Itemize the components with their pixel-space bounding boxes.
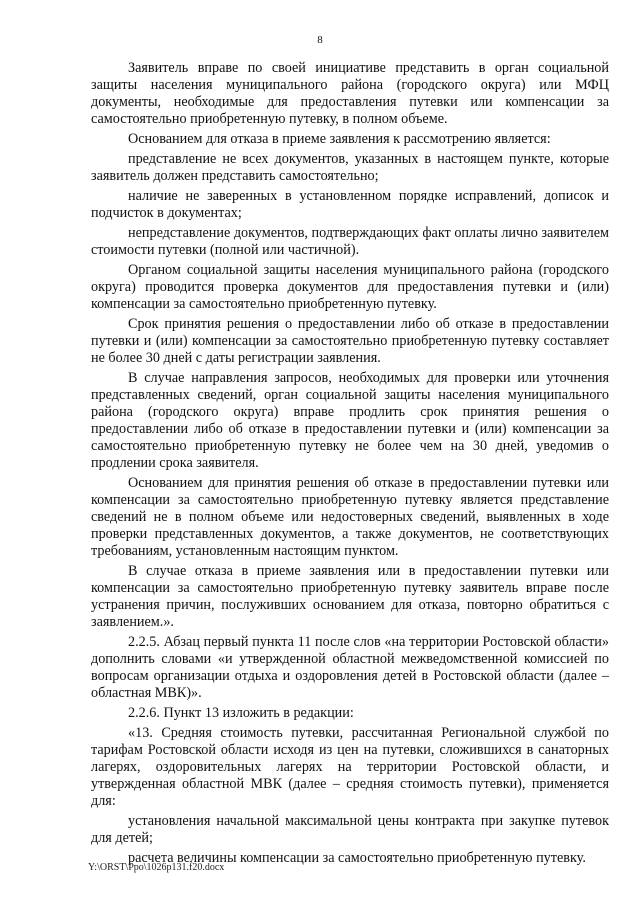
paragraph: Органом социальной защиты населения муниципального района (городского округа) проводится проверка документов для предоставления путевки и (или) компенсации за самостоятельно приобретенную путевку. [91,262,609,312]
paragraph: Основанием для отказа в приеме заявления к рассмотрению является: [128,131,551,147]
paragraph: непредставление документов, подтверждающих факт оплаты лично заявителем стоимости путевки (полной или частичной). [91,225,609,258]
paragraph: Основанием для принятия решения об отказе в предоставлении путевки или компенсации за самостоятельно приобретенную путевку является представление сведений не в полном объеме или недостоверных сведений, выявленных в ходе проверки представленных документов, а также документов, не соответствующих требованиям, установленным настоящим пунктом. [91,475,609,559]
paragraph: В случае направления запросов, необходимых для проверки или уточнения представленных сведений, орган социальной защиты населения муниципального района (городского округа) вправе продлить срок принятия решения о предоставлении либо об отказе в предоставлении путевки и (или) компенсации за самостоятельно приобретенную путевку не более чем на 30 дней, уведомив о продлении срока заявителя. [91,370,609,471]
document-body [91,60,609,870]
paragraph: наличие не заверенных в установленном порядке исправлений, дописок и подчисток в документах; [91,188,609,221]
footer-file-path: Y:\ORST\Ppo\1026p131.f20.docx [88,862,225,873]
paragraph: представление не всех документов, указанных в настоящем пункте, которые заявитель должен представить самостоятельно; [91,151,609,184]
paragraph: «13. Средняя стоимость путевки, рассчитанная Региональной службой по тарифам Ростовской области исходя из цен на путевки, сложившихся в санаторных лагерях, оздоровительных лагерях на территории Ростовской области, и утвержденная областной МВК (далее – средняя стоимость путевки), применяется для: [91,725,609,809]
paragraph: 2.2.5. Абзац первый пункта 11 после слов «на территории Ростовской области» дополнить словами «и утвержденной областной межведомственной комиссией по вопросам организации отдыха и оздоровления детей в Ростовской области (далее – областная МВК)». [91,634,609,701]
paragraph: расчета величины компенсации за самостоятельно приобретенную путевку. [128,850,586,866]
paragraph: Заявитель вправе по своей инициативе представить в орган социальной защиты населения муниципального района (городского округа) или МФЦ документы, необходимые для предоставления путевки или компенсации за самостоятельно приобретенную путевку, в полном объеме. [91,60,609,127]
paragraph: 2.2.6. Пункт 13 изложить в редакции: [128,705,354,721]
page-number: 8 [317,34,323,46]
paragraph: Срок принятия решения о предоставлении либо об отказе в предоставлении путевки и (или) компенсации за самостоятельно приобретенную путевку составляет не более 30 дней с даты регистрации заявления. [91,316,609,366]
paragraph: установления начальной максимальной цены контракта при закупке путевок для детей; [91,813,609,846]
paragraph: В случае отказа в приеме заявления или в предоставлении путевки или компенсации за самостоятельно приобретенную путевку заявитель вправе после устранения причин, послуживших основанием для отказа, повторно обратиться с заявлением.». [91,563,609,630]
